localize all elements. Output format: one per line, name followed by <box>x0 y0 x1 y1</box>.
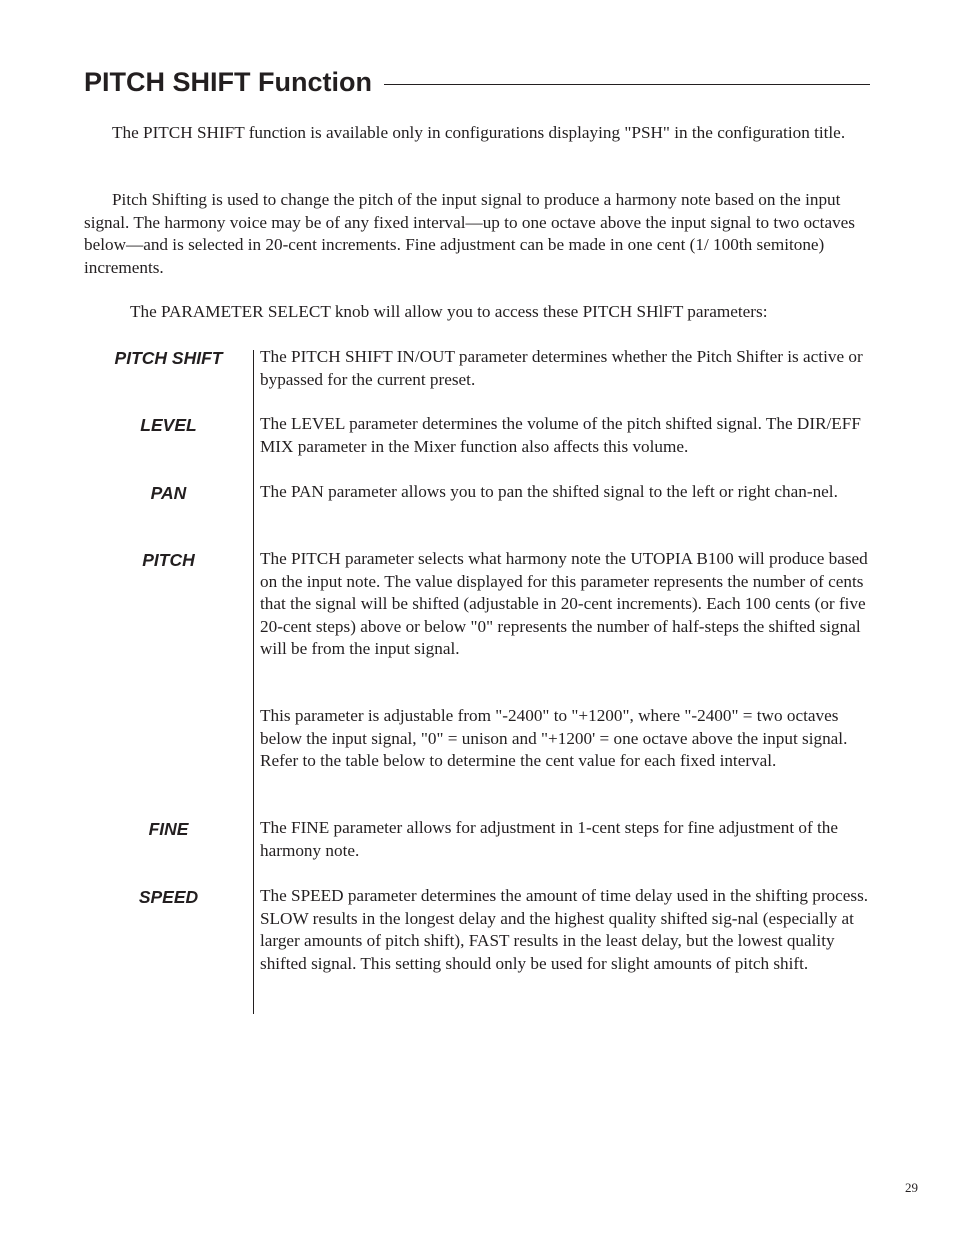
page-number: 29 <box>905 1180 918 1195</box>
param-desc-pitch: The PITCH parameter selects what harmony note the UTOPIA B100 will produce based on the input note. The value displayed for this parameter represents the number of cents that the signal will be shifted (adjustable in 20-cent increments). Each 100 cents (or five 20-cent steps) above or below "0" represents the number of half-steps the shifted signal will be from the input signal. <box>260 549 868 658</box>
param-desc-fine: The FINE parameter allows for adjustment in 1-cent steps for fine adjustment of the harmony note. <box>260 818 838 860</box>
heading-rule <box>384 84 870 85</box>
parameter-divider-line <box>253 350 254 1014</box>
intro-paragraph-description: Pitch Shifting is used to change the pitch of the input signal to produce a harmony note based on the input signal. The harmony voice may be of any fixed interval—up to one octave above the input signal to two octaves below—and is selected in 20-cent increments. Fine adjustment can be made in one cent (1/ 100th semitone) increments. <box>84 190 855 277</box>
page-heading-row <box>84 62 870 102</box>
intro-paragraph-parameter-select: The PARAMETER SELECT knob will allow you to access these PITCH SHlFT parameters: <box>130 302 768 321</box>
param-label-pitch: PITCH <box>142 550 195 570</box>
param-label-fine: FINE <box>148 819 189 839</box>
page-title: PITCH SHIFT Function <box>84 66 372 97</box>
param-desc-pitch-range: This parameter is adjustable from "-2400" to "+1200", where "-2400" = two octaves below the input signal, "0" = unison and "+1200' = one octave above the input signal. Refer to the table below to determine the cent value for each fixed interval. <box>260 706 848 770</box>
param-label-pan: PAN <box>150 483 187 503</box>
param-label-speed: SPEED <box>138 887 199 907</box>
param-desc-pan: The PAN parameter allows you to pan the shifted signal to the left or right chan-nel. <box>260 482 838 501</box>
param-desc-pitch-shift: The PITCH SHIFT IN/OUT parameter determines whether the Pitch Shifter is active or bypassed for the current preset. <box>260 347 863 389</box>
intro-paragraph-availability: The PITCH SHIFT function is available only in configurations displaying "PSH" in the configuration title. <box>112 123 846 142</box>
parameter-list <box>84 346 874 1016</box>
param-desc-level: The LEVEL parameter determines the volume of the pitch shifted signal. The DIR/EFF MIX parameter in the Mixer function also affects this volume. <box>260 414 861 456</box>
param-desc-speed: The SPEED parameter determines the amount of time delay used in the shifting process. SLOW results in the longest delay and the highest quality shifted sig-nal (especially at larger amounts of pitch shift), FAST results in the least delay, but the lowest quality shifted signal. This setting should only be used for slight amounts of pitch shift. <box>260 886 869 973</box>
param-label-level: LEVEL <box>140 415 197 435</box>
param-label-pitch-shift: PITCH SHIFT <box>114 348 223 368</box>
